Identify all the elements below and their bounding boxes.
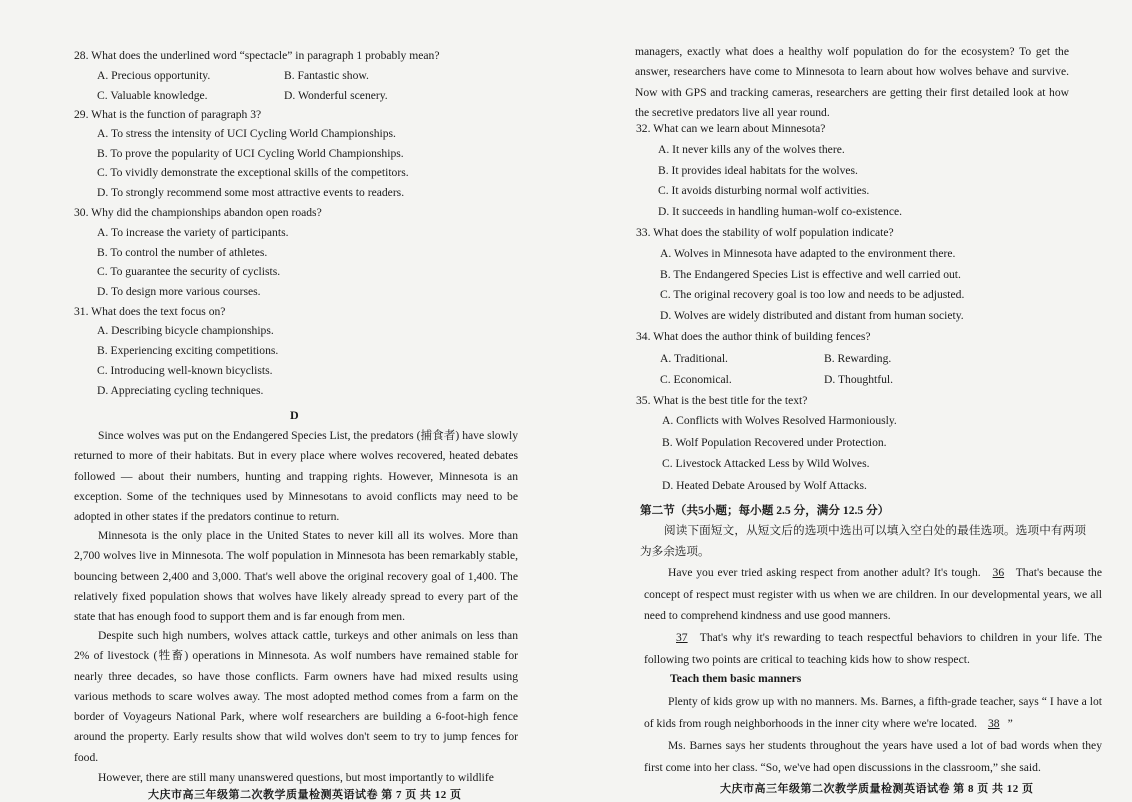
section-d-heading: D — [290, 408, 299, 422]
q35-option-c: C. Livestock Attacked Less by Wild Wolves. — [662, 457, 870, 470]
question-34: 34. What does the author think of building fences? — [636, 330, 871, 343]
q34-option-b: B. Rewarding. — [824, 352, 892, 365]
q33-option-b: B. The Endangered Species List is effective and well carried out. — [660, 268, 961, 281]
blank-38: 38 — [987, 716, 1000, 730]
q33-option-a: A. Wolves in Minnesota have adapted to the environment there. — [660, 247, 956, 260]
q29-option-a: A. To stress the intensity of UCI Cycling World Championships. — [97, 127, 396, 140]
q35-option-d: D. Heated Debate Aroused by Wolf Attacks. — [662, 479, 867, 492]
q30-option-d: D. To design more various courses. — [97, 285, 261, 298]
passage-paragraph-1: Since wolves was put on the Endangered Species List, the predators (捕食者) have slowly returned to more of their habitats. But in every place where wolves recovered, heated debates followed — about their numbers, hunting and trapping rights. However, Minnesota is an exception. Some of the techniques used by Minnesotans to avoid conflicts may need to be adopted in other states if the predators continue to return. — [74, 429, 518, 524]
passage-paragraph-3: Despite such high numbers, wolves attack cattle, turkeys and other animals on less than 2% of livestock (牲畜) operations in Minnesota. As wolf numbers have remained stable for nearly three decades, so have those conflicts. Farm owners have had mixed results using various methods to scare wolves away. The most adopted method comes from a farm on the border of Voyageurs National Park, where wolf researchers are building a 6-foot-high fence around the property. Early results show that wild wolves don't seem to try to jump fences for food. — [74, 629, 518, 764]
q31-option-d: D. Appreciating cycling techniques. — [97, 384, 264, 397]
right-page — [566, 0, 1132, 800]
q34-option-c: C. Economical. — [660, 373, 732, 386]
q35-option-a: A. Conflicts with Wolves Resolved Harmoniously. — [662, 414, 897, 427]
q32-option-a: A. It never kills any of the wolves there. — [658, 143, 845, 156]
left-page — [0, 0, 566, 800]
q30-option-c: C. To guarantee the security of cyclists. — [97, 265, 281, 278]
cloze-paragraph-3: Plenty of kids grow up with no manners. Ms. Barnes, a fifth-grade teacher, says “ I have a lot of kids from rough neighborhoods in the inner city where we're located. 38 ” — [644, 695, 1102, 730]
q30-option-a: A. To increase the variety of participants. — [97, 226, 289, 239]
q34-option-a: A. Traditional. — [660, 352, 728, 365]
passage-paragraph-4: However, there are still many unanswered questions, but most importantly to wildlife — [98, 771, 494, 784]
q35-option-b: B. Wolf Population Recovered under Protection. — [662, 436, 887, 449]
section-2-title: 第二节（共5小题；每小题 2.5 分，满分 12.5 分） — [640, 504, 890, 517]
q32-option-d: D. It succeeds in handling human-wolf co-existence. — [658, 205, 903, 218]
page-footer-left: 大庆市高三年级第二次教学质量检测英语试卷 第 7 页 共 12 页 — [148, 789, 462, 801]
page-footer-right: 大庆市高三年级第二次教学质量检测英语试卷 第 8 页 共 12 页 — [720, 783, 1034, 795]
section-2-instructions: 阅读下面短文，从短文后的选项中选出可以填入空白处的最佳选项。选项中有两项为多余选项。 — [640, 524, 1086, 558]
q28-option-c: C. Valuable knowledge. — [97, 89, 208, 102]
q31-option-b: B. Experiencing exciting competitions. — [97, 344, 279, 357]
q30-option-b: B. To control the number of athletes. — [97, 246, 268, 259]
q31-option-a: A. Describing bicycle championships. — [97, 324, 274, 337]
passage-continuation: managers, exactly what does a healthy wolf population do for the ecosystem? To get the answer, researchers have come to Minnesota to learn about how wolves behave and survive. Now with GPS and tracking cameras, researchers are getting their first detailed look at how the secretive predators live all year round. — [635, 45, 1069, 119]
question-32: 32. What can we learn about Minnesota? — [636, 122, 826, 135]
q29-option-d: D. To strongly recommend some most attractive events to readers. — [97, 186, 405, 199]
cloze-paragraph-4: Ms. Barnes says her students throughout the years have used a lot of bad words when they first come into her class. “So, we've had open discussions in the classroom,” she said. — [644, 739, 1102, 774]
cloze-paragraph-2: 37 That's why it's rewarding to teach respectful behaviors to children in your life. The following two points are critical to teaching kids how to show respect. — [644, 631, 1102, 666]
blank-36: 36 — [992, 566, 1005, 579]
blank-37: 37 — [676, 631, 688, 644]
q31-option-c: C. Introducing well-known bicyclists. — [97, 364, 273, 377]
question-31: 31. What does the text focus on? — [74, 305, 226, 318]
question-33: 33. What does the stability of wolf population indicate? — [636, 226, 894, 239]
question-35: 35. What is the best title for the text? — [636, 394, 808, 407]
subheading-basic-manners: Teach them basic manners — [670, 672, 802, 685]
q29-option-b: B. To prove the popularity of UCI Cycling World Championships. — [97, 147, 404, 160]
q33-option-d: D. Wolves are widely distributed and distant from human society. — [660, 309, 964, 322]
q28-option-d: D. Wonderful scenery. — [284, 89, 388, 102]
q28-option-b: B. Fantastic show. — [284, 69, 369, 82]
q34-option-d: D. Thoughtful. — [824, 373, 894, 386]
q29-option-c: C. To vividly demonstrate the exceptional skills of the competitors. — [97, 166, 409, 179]
q28-option-a: A. Precious opportunity. — [97, 69, 211, 82]
passage-paragraph-2: Minnesota is the only place in the United States to never kill all its wolves. More than 2,700 wolves live in Minnesota. The wolf population in Minnesota has been remarkably stable, bouncing between 2,400 and 3,000. That's well above the original recovery goal of 1,400. The relatively fixed population shows that wolves have likely already spread to every part of the state that has enough food to support them and is far enough from men. — [74, 529, 518, 624]
cloze-paragraph-1: Have you ever tried asking respect from another adult? It's tough. 36 That's because the concept of respect must register with us when we are children. In our developmental years, we all need to comprehend kindness and use good manners. — [644, 566, 1102, 622]
question-29: 29. What is the function of paragraph 3? — [74, 108, 262, 121]
question-28: 28. What does the underlined word “spectacle” in paragraph 1 probably mean? — [74, 49, 440, 62]
q32-option-b: B. It provides ideal habitats for the wolves. — [658, 164, 858, 177]
q32-option-c: C. It avoids disturbing normal wolf activities. — [658, 184, 870, 197]
question-30: 30. Why did the championships abandon open roads? — [74, 206, 322, 219]
q33-option-c: C. The original recovery goal is too low and needs to be adjusted. — [660, 288, 965, 301]
